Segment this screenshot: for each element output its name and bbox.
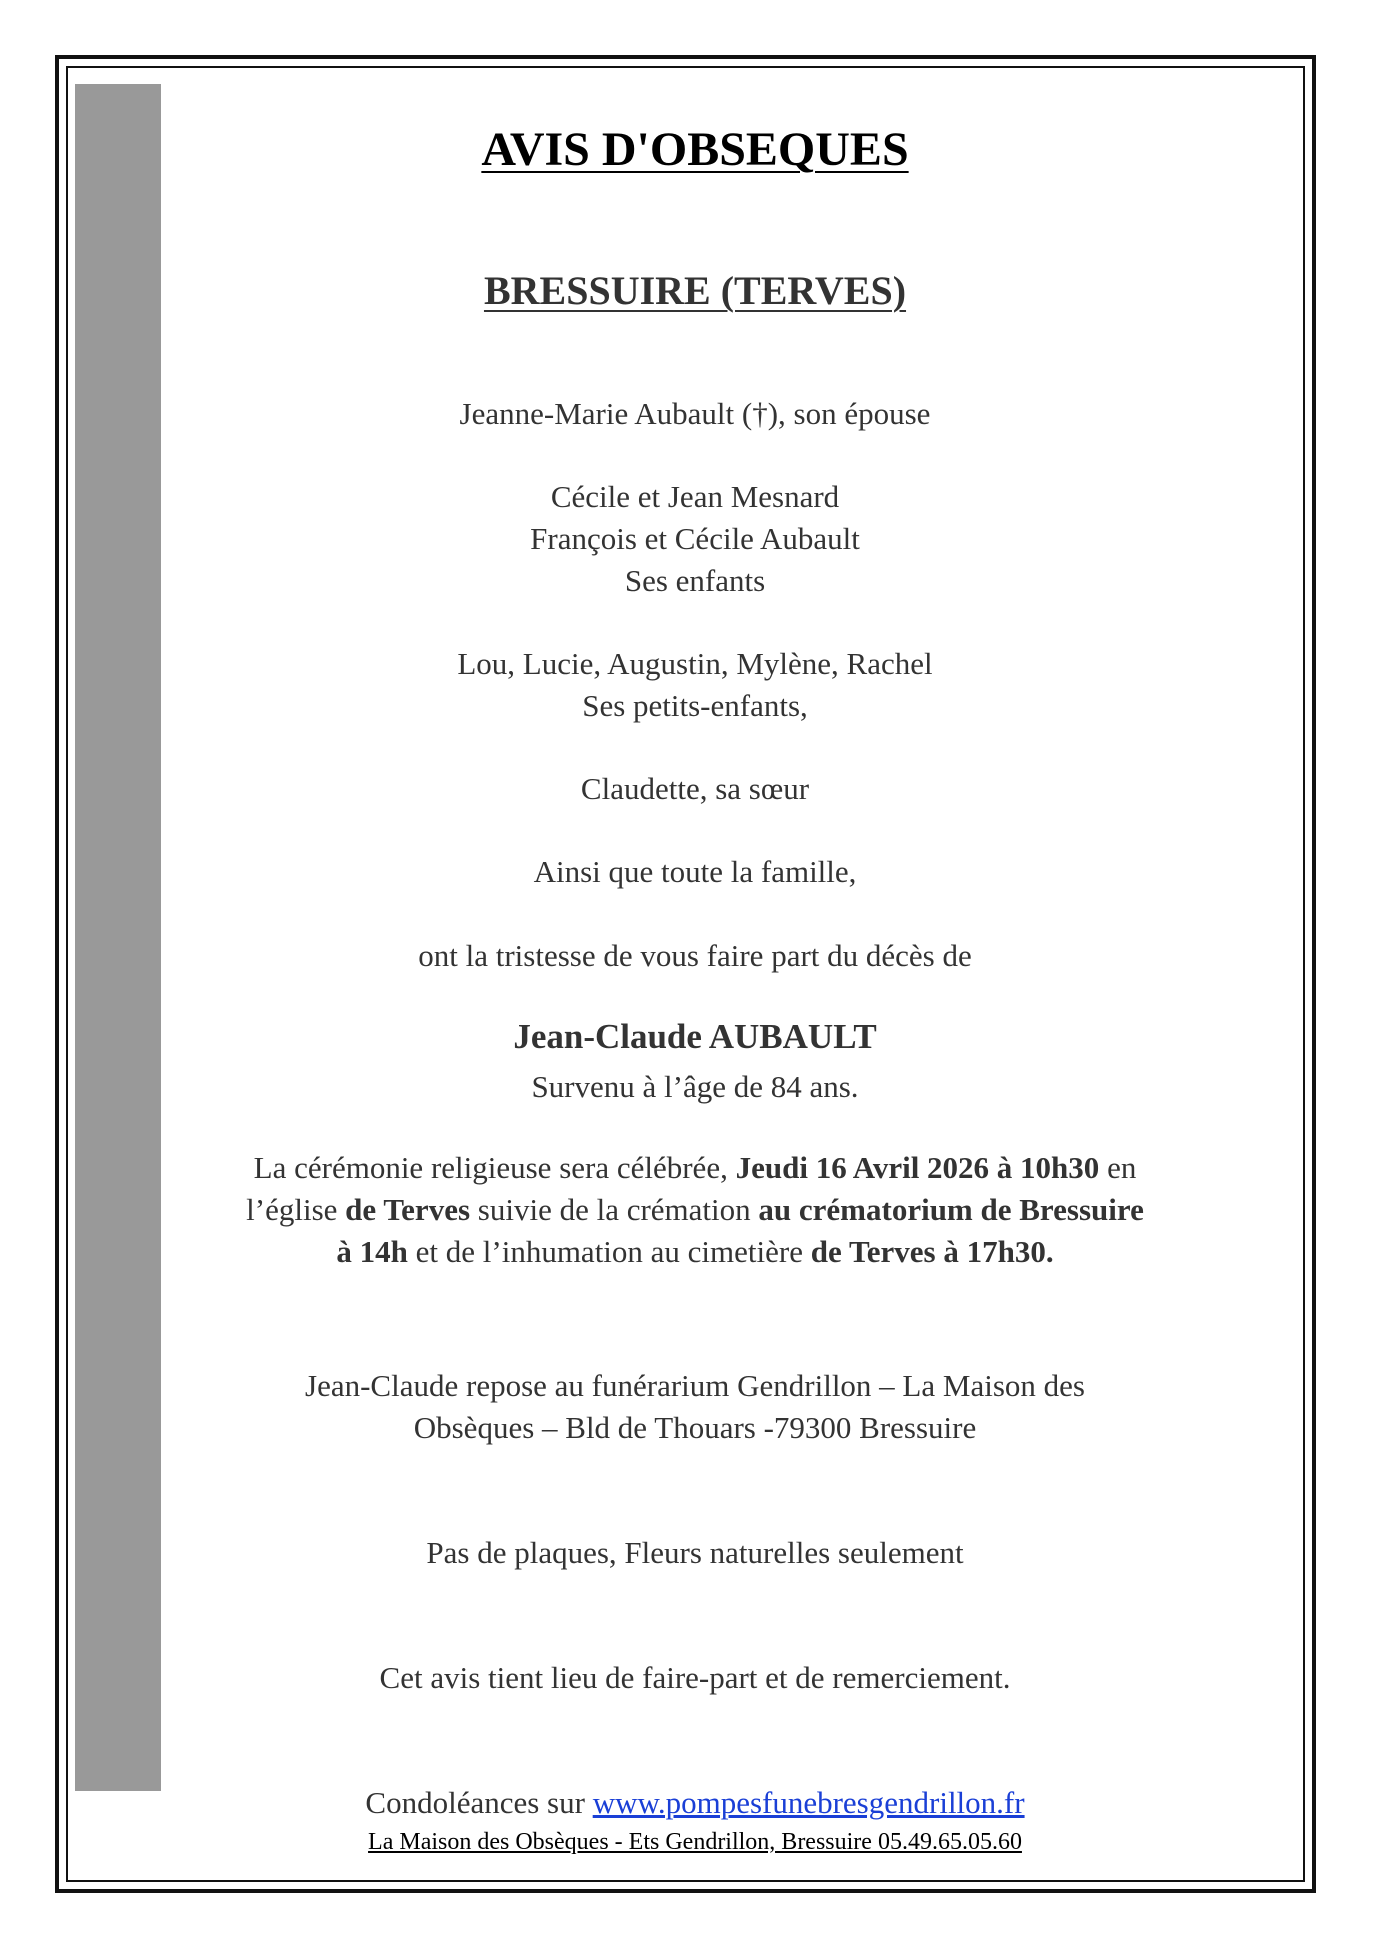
announcement-line: ont la tristesse de vous faire part du décès de <box>418 938 972 973</box>
sister-line: Claudette, sa sœur <box>580 771 810 806</box>
children-line-2: François et Cécile Aubault <box>530 521 860 556</box>
grandchildren-names: Lou, Lucie, Augustin, Mylène, Rachel <box>457 646 933 681</box>
ceremony-line-2 <box>170 1189 1220 1231</box>
ceremony-line-3 <box>170 1231 1220 1273</box>
decorative-side-bar <box>75 84 161 1791</box>
page-title: AVIS D'OBSEQUES <box>481 123 909 176</box>
deceased-age: Survenu à l’âge de 84 ans. <box>531 1069 859 1104</box>
ceremony-text: suivie de la crémation <box>470 1192 759 1227</box>
ceremony-text: La cérémonie religieuse sera célébrée, <box>253 1150 736 1185</box>
family-line: Ainsi que toute la famille, <box>533 854 857 889</box>
ceremony-text: l’église <box>246 1192 346 1227</box>
condolences-link[interactable]: www.pompesfunebresgendrillon.fr <box>592 1785 1025 1820</box>
ceremony-text: en <box>1099 1150 1137 1185</box>
condolences-label: Condoléances sur <box>365 1785 593 1820</box>
condolences-line <box>170 1782 1220 1824</box>
church-place: de Terves <box>345 1192 471 1227</box>
grandchildren-label: Ses petits-enfants, <box>582 688 808 723</box>
ceremony-line-1 <box>170 1147 1220 1189</box>
children-label: Ses enfants <box>624 563 766 598</box>
location-heading: BRESSUIRE (TERVES) <box>483 268 907 313</box>
cremation-time: à 14h <box>336 1234 408 1269</box>
rest-line-1: Jean-Claude repose au funérarium Gendrillon – La Maison des <box>305 1368 1085 1403</box>
notice-line: Cet avis tient lieu de faire-part et de remerciement. <box>379 1660 1011 1695</box>
children-line-1: Cécile et Jean Mesnard <box>550 479 840 514</box>
crematorium-place: au crématorium de Bressuire <box>758 1192 1144 1227</box>
burial-place-time: de Terves à 17h30. <box>810 1234 1054 1269</box>
footer-contact: La Maison des Obsèques - Ets Gendrillon, Bressuire 05.49.65.05.60 <box>368 1829 1022 1855</box>
ceremony-date: Jeudi 16 Avril 2026 à 10h30 <box>735 1150 1100 1185</box>
flowers-line: Pas de plaques, Fleurs naturelles seulement <box>426 1535 964 1570</box>
deceased-name: Jean-Claude AUBAULT <box>513 1017 877 1056</box>
spouse-line: Jeanne-Marie Aubault (†), son épouse <box>459 396 931 431</box>
rest-line-2: Obsèques – Bld de Thouars -79300 Bressuire <box>413 1410 977 1445</box>
ceremony-text: et de l’inhumation au cimetière <box>407 1234 811 1269</box>
